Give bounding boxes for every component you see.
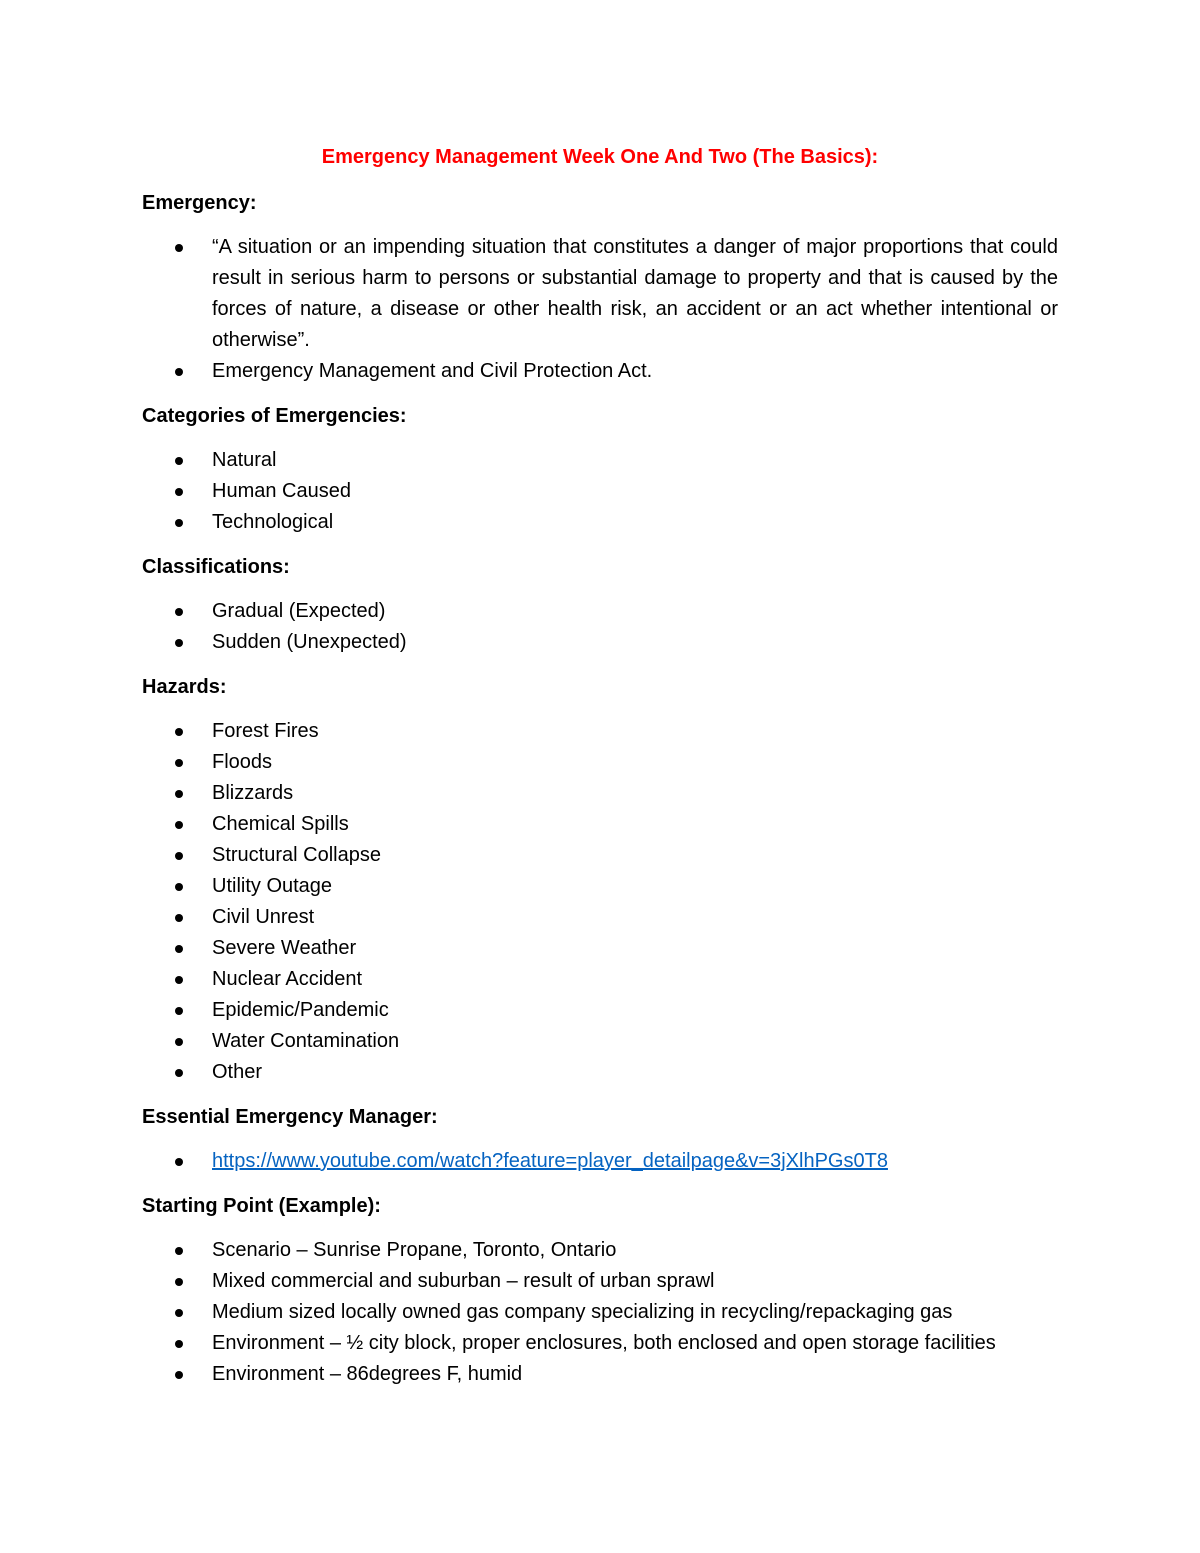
list-item (142, 1146, 1058, 1177)
list-item-text: Epidemic/Pandemic (212, 999, 389, 1021)
list-item-text: Structural Collapse (212, 844, 381, 866)
list-item (142, 1266, 1058, 1297)
bullet-list-classifications (142, 596, 1058, 658)
list-item-text: Civil Unrest (212, 906, 315, 928)
bullet-icon (175, 488, 183, 496)
bullet-list-starting-point (142, 1235, 1058, 1390)
list-item (142, 995, 1058, 1026)
section-essential-manager (142, 1100, 1058, 1177)
list-item (142, 778, 1058, 809)
bullet-icon (175, 945, 183, 953)
bullet-icon (175, 976, 183, 984)
section-categories (142, 399, 1058, 538)
list-item-text: Natural (212, 449, 277, 471)
list-item (142, 445, 1058, 476)
bullet-icon (175, 639, 183, 647)
bullet-icon (175, 1007, 183, 1015)
bullet-icon (175, 1158, 183, 1166)
list-item (142, 1235, 1058, 1266)
document-page (142, 140, 1058, 1390)
bullet-icon (175, 244, 183, 252)
list-item-text: Severe Weather (212, 937, 357, 959)
section-heading-classifications: Classifications: (142, 556, 290, 578)
list-item-text: Blizzards (212, 782, 294, 804)
list-item (142, 1057, 1058, 1088)
list-item-text: Mixed commercial and suburban – result of urban sprawl (212, 1270, 715, 1292)
list-item (142, 1297, 1058, 1328)
list-item-text: Utility Outage (212, 875, 333, 897)
list-item-text: Environment – ½ city block, proper enclosures, both enclosed and open storage facilities (212, 1332, 996, 1354)
bullet-list-categories (142, 445, 1058, 538)
list-item-text: Water Contamination (212, 1030, 400, 1052)
section-heading-emergency: Emergency: (142, 192, 257, 214)
bullet-icon (175, 883, 183, 891)
list-item (142, 747, 1058, 778)
section-heading-starting-point: Starting Point (Example): (142, 1195, 381, 1217)
section-classifications (142, 550, 1058, 658)
section-heading-hazards: Hazards: (142, 676, 227, 698)
bullet-icon (175, 1247, 183, 1255)
document-title: Emergency Management Week One And Two (The Basics): (321, 146, 879, 168)
bullet-icon (175, 852, 183, 860)
list-item (142, 871, 1058, 902)
list-item-text: Forest Fires (212, 720, 319, 742)
list-item (142, 1359, 1058, 1390)
list-item (142, 840, 1058, 871)
list-item (142, 1026, 1058, 1057)
bullet-list-hazards (142, 716, 1058, 1088)
bullet-icon (175, 1038, 183, 1046)
list-item (142, 964, 1058, 995)
bullet-list-essential-manager (142, 1146, 1058, 1177)
list-item-text: Medium sized locally owned gas company specializing in recycling/repackaging gas (212, 1301, 953, 1323)
list-item (142, 1328, 1058, 1359)
list-item (142, 596, 1058, 627)
bullet-icon (175, 1340, 183, 1348)
section-hazards (142, 670, 1058, 1088)
section-emergency (142, 186, 1058, 387)
bullet-icon (175, 914, 183, 922)
list-item (142, 476, 1058, 507)
bullet-icon (175, 759, 183, 767)
list-item (142, 933, 1058, 964)
list-item (142, 809, 1058, 840)
list-item-text: Human Caused (212, 480, 351, 502)
list-item-text: “A situation or an impending situation that constitutes a danger of major proportions that could result in serious harm to persons or substantial damage to property and that is caused by the forces of nature, a disease or other health risk, an accident or an act whether intentional or otherwise”. (212, 236, 1058, 351)
section-heading-categories: Categories of Emergencies: (142, 405, 407, 427)
list-item-text: Other (212, 1061, 263, 1083)
section-heading-essential-manager: Essential Emergency Manager: (142, 1106, 438, 1128)
bullet-list-emergency (142, 232, 1058, 387)
list-item (142, 507, 1058, 538)
bullet-icon (175, 1371, 183, 1379)
list-item-text: Technological (212, 511, 334, 533)
bullet-icon (175, 1069, 183, 1077)
list-item (142, 232, 1058, 356)
list-item (142, 356, 1058, 387)
list-item (142, 627, 1058, 658)
bullet-icon (175, 821, 183, 829)
youtube-link[interactable]: https://www.youtube.com/watch?feature=player_detailpage&v=3jXlhPGs0T8 (212, 1150, 888, 1172)
bullet-icon (175, 608, 183, 616)
list-item-text: Environment – 86degrees F, humid (212, 1363, 523, 1385)
section-starting-point (142, 1189, 1058, 1390)
list-item-text: Chemical Spills (212, 813, 349, 835)
list-item-text: Scenario – Sunrise Propane, Toronto, Ontario (212, 1239, 617, 1261)
bullet-icon (175, 1309, 183, 1317)
bullet-icon (175, 1278, 183, 1286)
bullet-icon (175, 519, 183, 527)
bullet-icon (175, 368, 183, 376)
list-item (142, 902, 1058, 933)
list-item-text: Gradual (Expected) (212, 600, 386, 622)
bullet-icon (175, 728, 183, 736)
bullet-icon (175, 790, 183, 798)
list-item (142, 716, 1058, 747)
list-item-text: Emergency Management and Civil Protection Act. (212, 360, 653, 382)
bullet-icon (175, 457, 183, 465)
list-item-text: Nuclear Accident (212, 968, 363, 990)
list-item-text: Floods (212, 751, 273, 773)
list-item-text: Sudden (Unexpected) (212, 631, 407, 653)
